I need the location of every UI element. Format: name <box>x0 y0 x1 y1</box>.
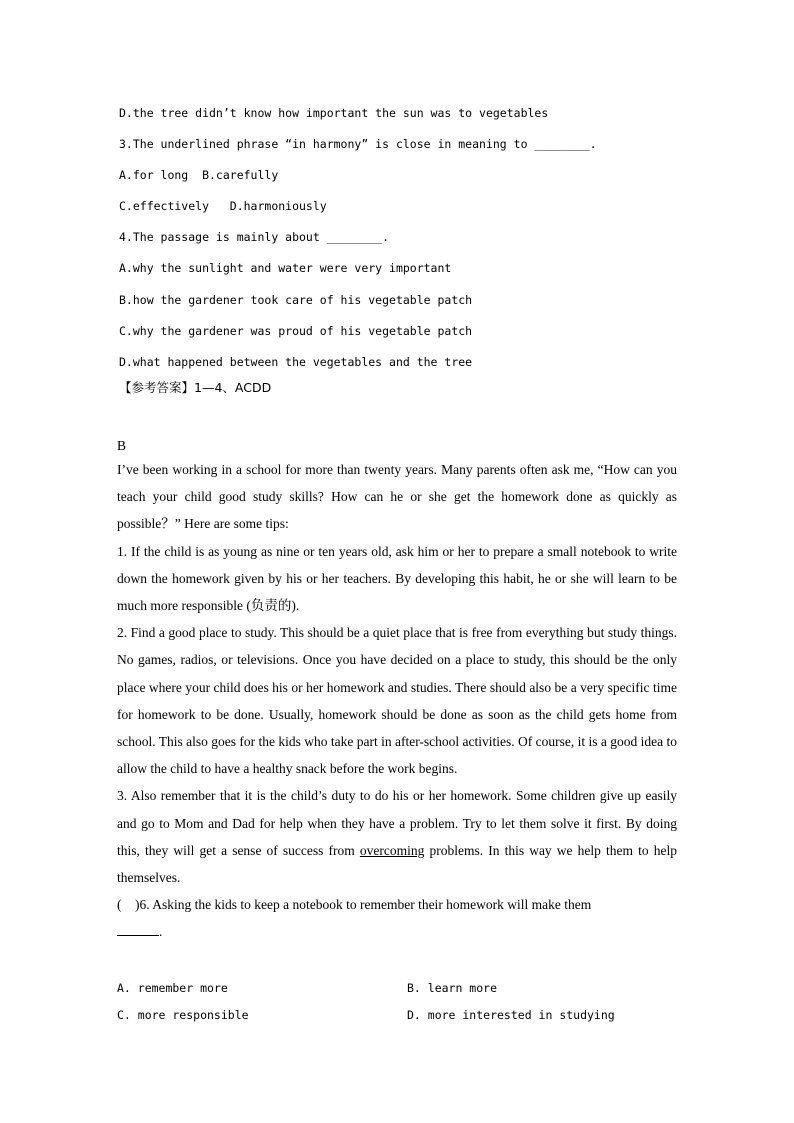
q4-option-a: A.why the sunlight and water were very important <box>119 261 452 276</box>
answer-blank <box>117 923 159 936</box>
q3-options-cd: C.effectively D.harmoniously <box>119 199 327 214</box>
q4-option-d: D.what happened between the vegetables and the tree <box>119 354 473 369</box>
q6-option-a: A. remember more <box>117 981 228 995</box>
passage-tip-1: 1. If the child is as young as nine or ten years old, ask him or her to prepare a small notebook to write down the homework given by his or her teachers. By developing this habit, he or she will learn to be much more responsible (负责的). <box>117 543 677 614</box>
q4-option-b: B.how the gardener took care of his vegetable patch <box>119 292 473 307</box>
q4-option-c: C.why the gardener was proud of his vegetable patch <box>119 323 473 338</box>
reference-answer: 【参考答案】1—4、ACDD <box>119 380 272 395</box>
q2-option-d: D.the tree didn’t know how important the sun was to vegetables <box>119 106 549 120</box>
passage-title: B <box>117 438 127 453</box>
question-4: 4.The passage is mainly about ________. <box>119 230 390 245</box>
section-2-passage <box>117 436 677 946</box>
underlined-word: overcoming <box>359 842 425 858</box>
passage-intro: I’ve been working in a school for more than twenty years. Many parents often ask me, “How can you teach your child good study skills? How can he or she get the homework done as quickly as possible？” Here are some tips: <box>117 462 677 532</box>
q6-options-row-1 <box>117 978 697 1005</box>
question-3: 3.The underlined phrase “in harmony” is close in meaning to ________. <box>119 137 597 152</box>
question-6-text: 6. Asking the kids to keep a notebook to remember their homework will make them <box>139 897 592 913</box>
passage-tip-2: 2. Find a good place to study. This should be a quiet place that is free from everything but study things. No games, radios, or televisions. Once you have decided on a place to study, this should be the only place where your child does his or her homework and studies. There should also be a very specific time for homework to be done. Usually, homework should be done as soon as the child gets home from school. This also goes for the kids who take part in after-school activities. Of course, it is a good idea to allow the child to have a healthy snack before the work begins. <box>117 625 677 777</box>
section-1-questions <box>119 103 719 383</box>
q6-options <box>117 978 697 1032</box>
question-6-end: . <box>159 924 163 940</box>
passage-tip-3 <box>117 782 677 891</box>
q6-option-b: B. learn more <box>407 981 498 995</box>
tip-3-text-end: problems. In this way we help them to help themselves. <box>117 842 677 886</box>
question-6 <box>117 891 677 945</box>
answer-bracket: ( ) <box>117 897 140 913</box>
q6-options-row-2 <box>117 1005 697 1032</box>
q6-option-c: C. more responsible <box>117 1008 249 1022</box>
q3-options-ab: A.for long B.carefully <box>119 168 279 183</box>
q6-option-d: D. more interested in studying <box>407 1008 615 1022</box>
tip-3-text-start: 3. Also remember that it is the child’s duty to do his or her homework. Some children give up easily and go to Mom and Dad for help when they have a problem. Try to let them solve it first. By doing this, they will get a sense of success from <box>117 788 677 858</box>
